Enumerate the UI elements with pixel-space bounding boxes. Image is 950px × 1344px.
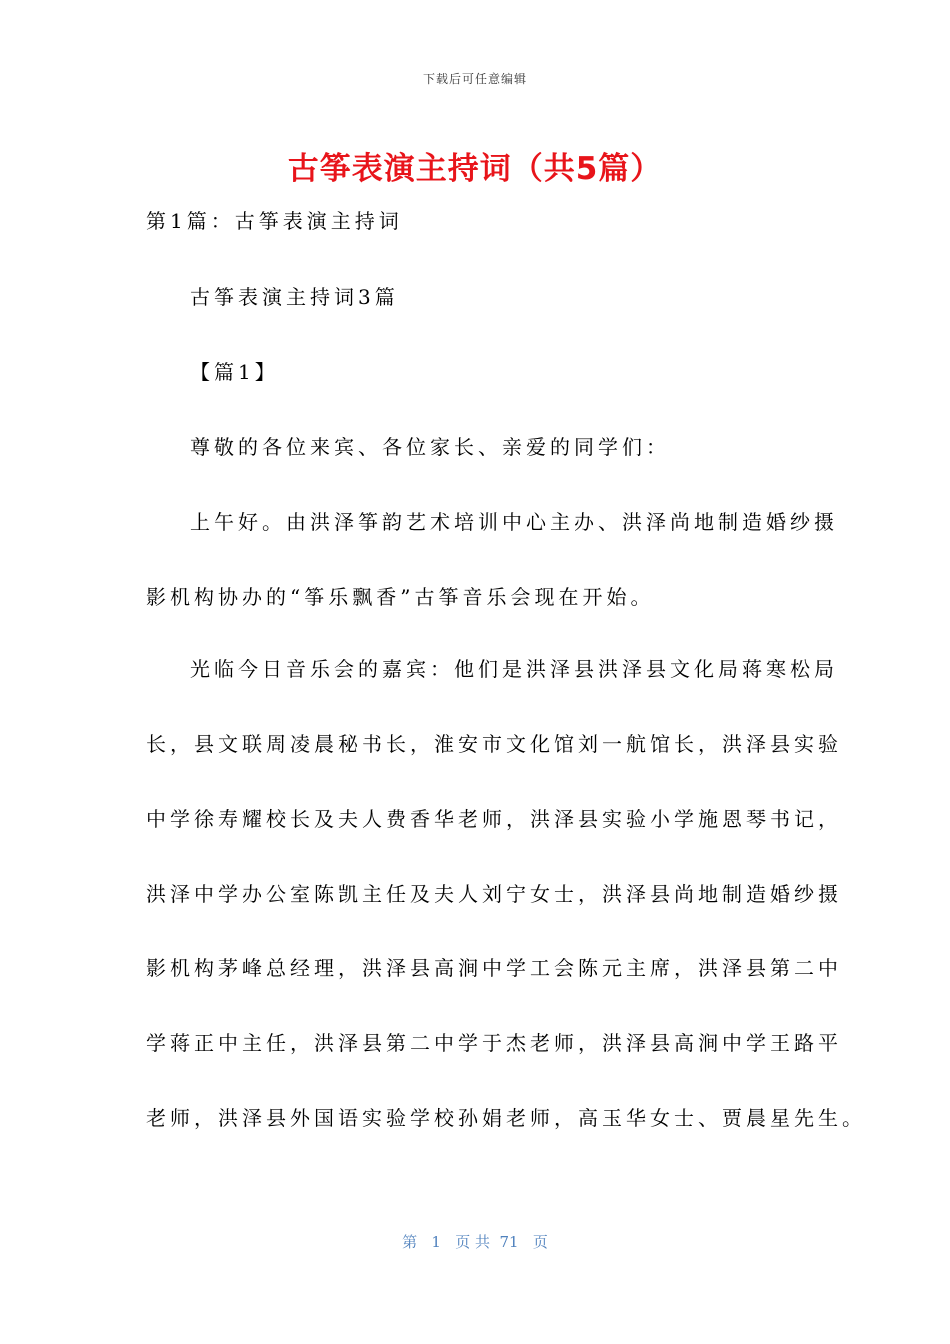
header-note: 下载后可任意编辑 [422, 72, 527, 86]
paragraph-line: 学蒋正中主任，洪泽县第二中学于杰老师，洪泽县高涧中学王路平 [146, 1031, 842, 1055]
section-heading: 第1篇：古筝表演主持词 [146, 209, 403, 233]
paragraph-line: 尊敬的各位来宾、各位家长、亲爱的同学们： [190, 435, 670, 459]
paragraph-line: 老师，洪泽县外国语实验学校孙娟老师，高玉华女士、贾晨星先生。 [146, 1106, 866, 1130]
document-title: 古筝表演主持词（共5篇） [287, 151, 663, 187]
paragraph-line: 光临今日音乐会的嘉宾：他们是洪泽县洪泽县文化局蒋寒松局 [190, 657, 838, 681]
paragraph-line: 中学徐寿耀校长及夫人费香华老师，洪泽县实验小学施恩琴书记， [146, 807, 842, 831]
paragraph-line: 【篇1】 [190, 360, 279, 384]
paragraph-line: 上午好。由洪泽筝韵艺术培训中心主办、洪泽尚地制造婚纱摄 [190, 510, 838, 534]
paragraph-line: 影机构协办的“筝乐飘香”古筝音乐会现在开始。 [146, 585, 655, 609]
paragraph-line: 影机构茅峰总经理，洪泽县高涧中学工会陈元主席，洪泽县第二中 [146, 956, 842, 980]
paragraph-line: 古筝表演主持词3篇 [190, 285, 399, 309]
paragraph-line: 长，县文联周凌晨秘书长，淮安市文化馆刘一航馆长，洪泽县实验 [146, 732, 842, 756]
page-footer: 第 1 页 共 71 页 [402, 1233, 548, 1251]
paragraph-line: 洪泽中学办公室陈凯主任及夫人刘宁女士，洪泽县尚地制造婚纱摄 [146, 882, 842, 906]
